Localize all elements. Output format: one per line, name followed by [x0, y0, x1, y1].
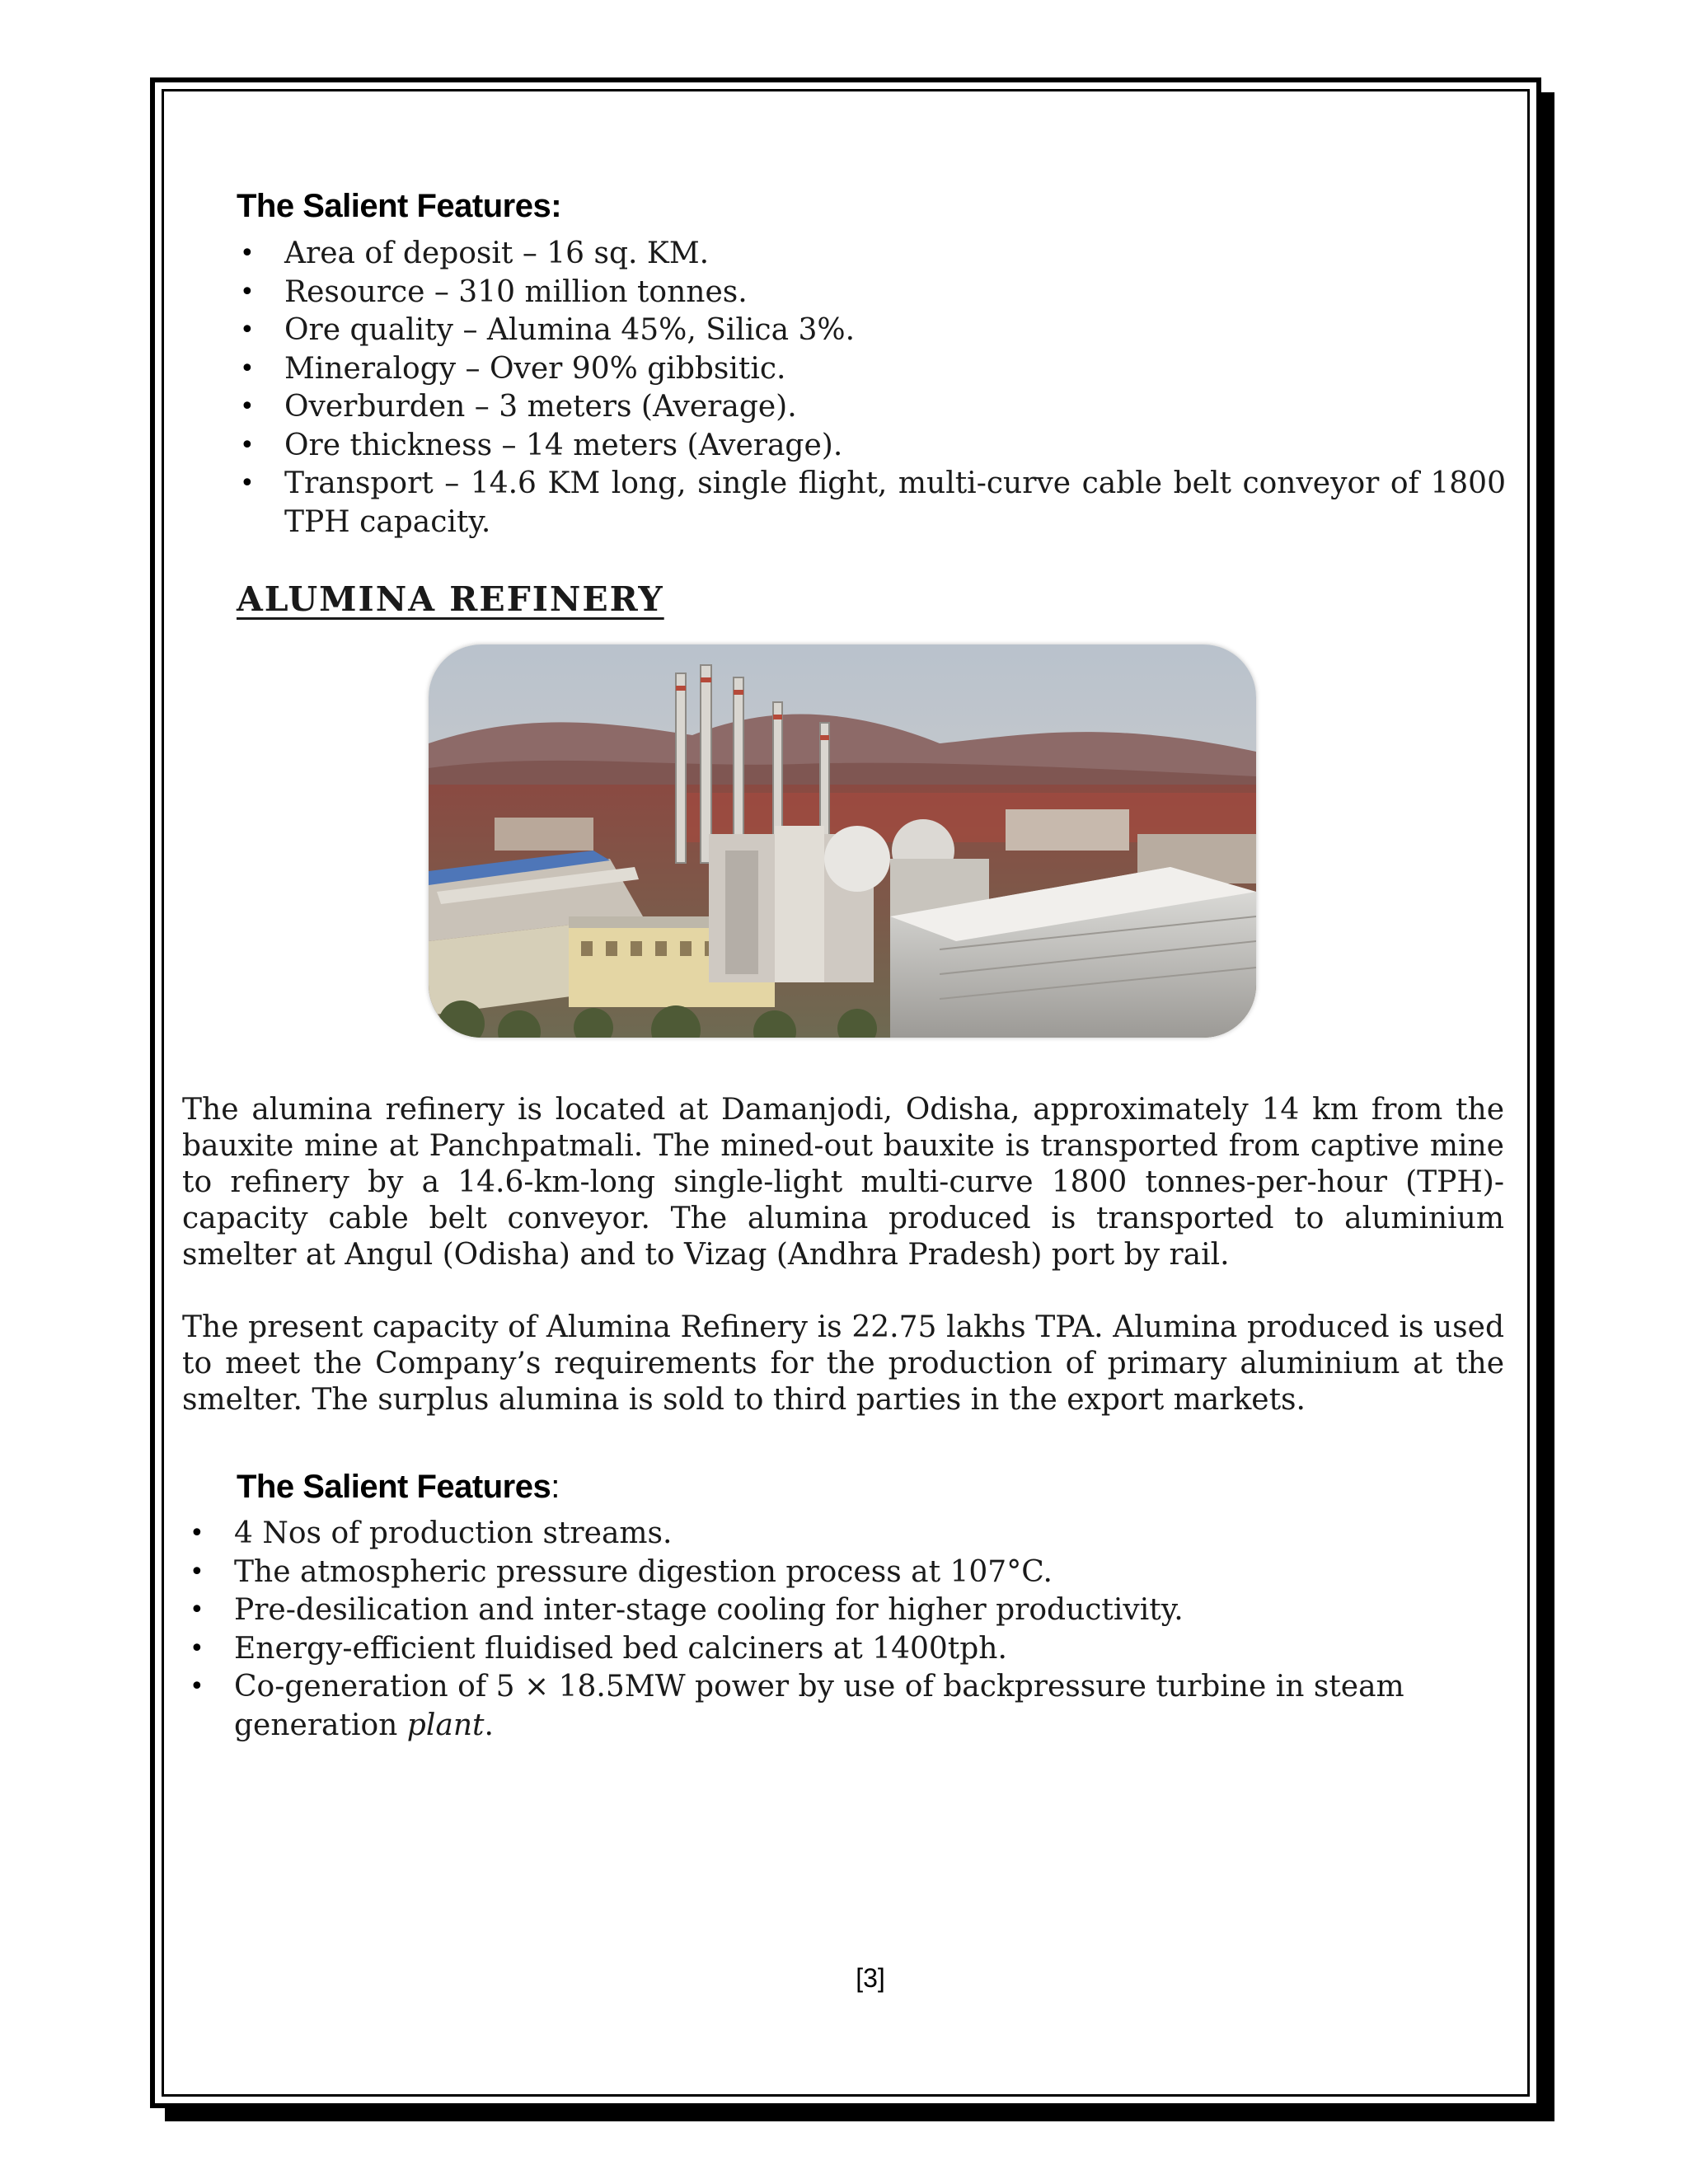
salient-features-heading-2: [237, 1469, 560, 1506]
salient-features-list-1: [237, 235, 1506, 541]
page-number: [3]: [856, 1963, 885, 1993]
list-item-text: Co-generation of 5 × 18.5MW power by use of backpressure turbine in steam generation: [234, 1670, 1404, 1742]
list-item: • Overburden – 3 meters (Average).: [237, 388, 1506, 427]
salient-features-heading-2-text: The Salient Features: [237, 1469, 551, 1505]
list-item: [186, 1668, 1439, 1745]
list-item: • 4 Nos of production streams.: [186, 1515, 1439, 1554]
refinery-paragraph-1: The alumina refinery is located at Damanjodi, Odisha, approximately 14 km from the bauxite mine at Panchpatmali. The mined-out bauxite is transported from captive mine to refinery by a 14.6-km-long single-light multi-curve 1800 tonnes-per-hour (TPH)-capacity cable belt conveyor. The alumina produced is transported to aluminium smelter at Angul (Odisha) and to Vizag (Andhra Pradesh) port by rail.: [182, 1093, 1504, 1272]
refinery-paragraph-2: The present capacity of Alumina Refinery is 22.75 lakhs TPA. Alumina produced is used to meet the Company’s requirements for the production of primary aluminium at the smelter. The surplus alumina is sold to third parties in the export markets.: [182, 1310, 1504, 1417]
list-item: • Transport – 14.6 KM long, single flight, multi-curve cable belt conveyor of 1800 TPH capacity.: [237, 465, 1506, 541]
list-item-end: .: [484, 1708, 494, 1742]
refinery-photo: [429, 644, 1256, 1038]
salient-features-list-2: [186, 1515, 1439, 1745]
alumina-refinery-title: ALUMINA REFINERY: [237, 579, 664, 619]
list-item: • The atmospheric pressure digestion process at 107°C.: [186, 1554, 1439, 1592]
list-item: • Area of deposit – 16 sq. KM.: [237, 235, 1506, 274]
list-item-emphasis: plant: [406, 1708, 485, 1742]
list-item: • Pre-desilication and inter-stage cooling for higher productivity.: [186, 1591, 1439, 1630]
list-item: • Ore quality – Alumina 45%, Silica 3%.: [237, 312, 1506, 350]
list-item: • Energy-efficient fluidised bed calciners at 1400tph.: [186, 1630, 1439, 1669]
heading-colon: :: [551, 1469, 560, 1505]
list-item: • Ore thickness – 14 meters (Average).: [237, 427, 1506, 466]
list-item: • Resource – 310 million tonnes.: [237, 274, 1506, 312]
salient-features-heading-1: The Salient Features:: [237, 188, 562, 224]
list-item: • Mineralogy – Over 90% gibbsitic.: [237, 350, 1506, 389]
